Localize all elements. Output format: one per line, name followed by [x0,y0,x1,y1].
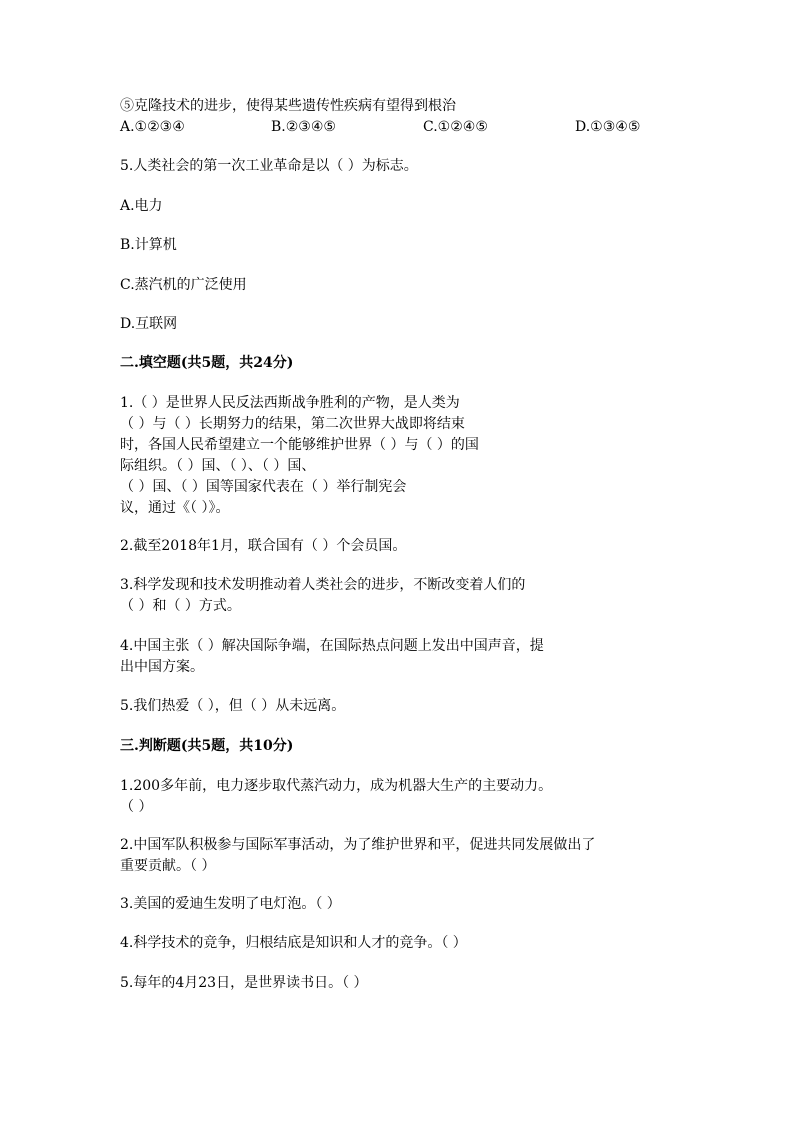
q5-option-b: B.计算机 [120,237,177,253]
section-2-title: 二.填空题(共5题，共24分) [120,355,294,371]
fill-q2-line: 2.截至2018年1月，联合国有（ ）个会员国。 [120,538,407,554]
q4-options [0,117,794,137]
q5-option-c: C.蒸汽机的广泛使用 [120,277,247,293]
q4-option-d: D.①③④⑤ [575,119,641,135]
fill-question-5 [120,696,680,717]
judge-q1-line: （ ） [120,799,153,815]
q4-option-a: A.①②③④ [120,119,185,135]
q4-option-c: C.①②④⑤ [423,119,488,135]
fill-question-1 [120,393,680,519]
judge-question-1 [120,776,680,818]
judge-q5-line: 5.每年的4月23日，是世界读书日。（ ） [120,975,368,991]
fill-q1-line: （ ）与（ ）长期努力的结果，第二次世界大战即将结束 [120,416,465,432]
judge-q2-line: 2.中国军队积极参与国际军事活动，为了维护世界和平，促进共同发展做出了 [120,837,596,853]
q4-item-5: ⑤克隆技术的进步，使得某些遗传性疾病有望得到根治 [120,98,456,114]
q5-option-d: D.互联网 [120,316,178,332]
fill-question-3 [120,575,680,617]
judge-q4-line: 4.科学技术的竞争，归根结底是知识和人才的竞争。（ ） [120,935,467,951]
fill-q4-line: 出中国方案。 [120,659,204,675]
judge-question-5 [120,973,680,994]
q5-stem: 5.人类社会的第一次工业革命是以（ ）为标志。 [120,158,418,174]
fill-q1-line: （ ）国、（ ）国等国家代表在（ ）举行制宪会 [120,479,407,495]
judge-q2-line: 重要贡献。（ ） [120,858,216,874]
fill-q1-line: 时，各国人民希望建立一个能够维护世界（ ）与（ ）的国 [120,437,479,453]
fill-q4-line: 4.中国主张（ ）解决国际争端，在国际热点问题上发出中国声音，提 [120,638,544,654]
fill-q1-line: 际组织。（ ）国、（ ）、（ ）国、 [120,458,316,474]
q4-option-b: B.②③④⑤ [271,119,336,135]
fill-question-4 [120,636,680,678]
judge-question-2 [120,835,680,877]
judge-q3-line: 3.美国的爱迪生发明了电灯泡。（ ） [120,896,341,912]
fill-q1-line: 议，通过《（ ）》。 [120,500,230,516]
section-3-title: 三.判断题(共5题，共10分) [120,738,294,754]
fill-q1-line: 1.（ ）是世界人民反法西斯战争胜利的产物，是人类为 [120,395,460,411]
q5-option-a: A.电力 [120,198,163,214]
judge-question-3 [120,894,680,915]
fill-q5-line: 5.我们热爱（ ），但（ ）从未远离。 [120,698,346,714]
judge-q1-line: 1.200多年前，电力逐步取代蒸汽动力，成为机器大生产的主要动力。 [120,778,553,794]
fill-q3-line: （ ）和（ ）方式。 [120,598,241,614]
fill-q3-line: 3.科学发现和技术发明推动着人类社会的进步，不断改变着人们的 [120,577,526,593]
judge-question-4 [120,933,680,954]
fill-question-2 [120,536,680,557]
